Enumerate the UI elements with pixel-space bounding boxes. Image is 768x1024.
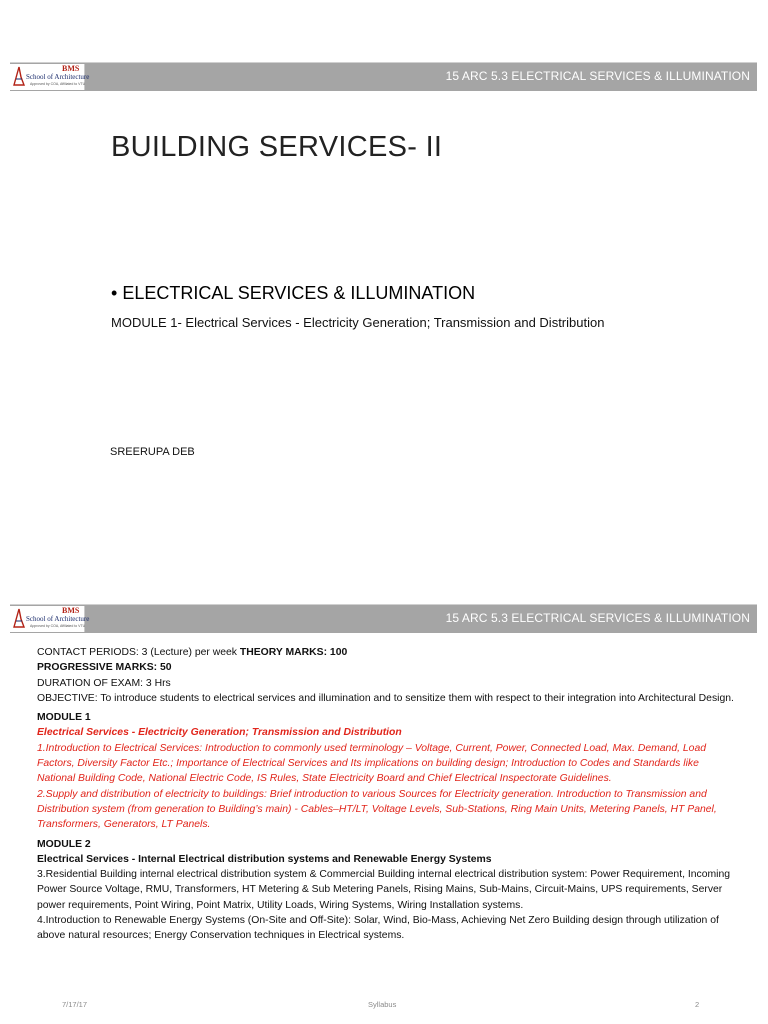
author-name: SREERUPA DEB — [110, 446, 195, 458]
school-logo — [10, 606, 90, 632]
module1-subtitle: Electrical Services - Electricity Generation; Transmission and Distribution — [37, 727, 402, 739]
header-bar — [10, 604, 757, 633]
footer-date: 7/17/17 — [62, 1000, 88, 1009]
logo-mark-icon — [12, 65, 26, 87]
theory-marks-text: THEORY MARKS: 100 — [239, 647, 348, 658]
header-course-title: 15 ARC 5.3 ELECTRICAL SERVICES & ILLUMINATION — [445, 69, 750, 83]
contact-periods-text: CONTACT PERIODS: 3 (Lecture) per week — [37, 647, 240, 658]
page-title: BUILDING SERVICES- II — [111, 131, 443, 163]
contact-periods-line — [37, 645, 737, 660]
logo-mark-icon — [12, 607, 26, 629]
exam-duration-text: DURATION OF EXAM: 3 Hrs — [37, 677, 171, 689]
logo-school-text: School of Architecture — [26, 615, 90, 623]
bullet-topic — [111, 283, 475, 304]
module1-item-2: 2.Supply and distribution of electricity to buildings: Brief introduction to various Sources for Electricity generation. Introduction to Transmission and Distribution system (from generation to Building’s main) - Cables–HT/LT, Voltage Levels, Sub-Stations, Ring Main Units, Metering Panels, HT Panel, Transformers, Generators, LT Panels. — [37, 788, 717, 831]
bullet-topic-text: ELECTRICAL SERVICES & ILLUMINATION — [122, 283, 476, 303]
logo-school-text: School of Architecture — [26, 73, 90, 81]
footer-page-number: 2 — [695, 1000, 700, 1009]
logo-bms-text: BMS — [62, 606, 80, 615]
bullet-icon: • — [111, 283, 118, 303]
module2-item-4: 4.Introduction to Renewable Energy Systems (On-Site and Off-Site): Solar, Wind, Bio-Mass, Achieving Net Zero Building design through utilization of above natural resources; Energy Conservation techniques in Electrical systems. — [37, 915, 719, 942]
logo-tagline: Approved by COA, Affiliated to VTU — [30, 82, 86, 86]
syllabus-content — [37, 645, 737, 944]
logo-bms-text: BMS — [62, 64, 80, 73]
progressive-marks-text: PROGRESSIVE MARKS: 50 — [37, 662, 172, 674]
module1-heading: MODULE 1 — [37, 712, 91, 724]
school-logo — [10, 64, 90, 90]
module2-subtitle: Electrical Services - Internal Electrical distribution systems and Renewable Energy Systems — [37, 853, 492, 865]
module2-heading: MODULE 2 — [37, 838, 91, 850]
module1-item-1: 1.Introduction to Electrical Services: Introduction to commonly used terminology – Voltage, Current, Power, Connected Load, Max. Demand, Load Factors, Diversity Factor Etc.; Importance of Electrical Services and Its implications on building design; Introduction to Codes and Standards like National Building Code, National Electric Code, IS Rules, State Electricity Board and Chief Electrical Inspectorate Guidelines. — [37, 742, 707, 785]
module-subtitle: MODULE 1- Electrical Services - Electricity Generation; Transmission and Distribution — [111, 315, 605, 330]
module2-item-3: 3.Residential Building internal electrical distribution system & Commercial Building internal electrical distribution system: Power Requirement, Incoming Power Source Voltage, RMU, Transformers, HT Metering & Sub Metering Panels, Rising Mains, Sub-Mains, Circuit-Mains, UPS requirements, Server power requirements, Point Wiring, Point Matrix, Utility Loads, Wiring Systems, Wiring Installation systems. — [37, 869, 731, 911]
slide-syllabus — [0, 540, 768, 1024]
header-bar — [10, 62, 757, 91]
logo-tagline: Approved by COA, Affiliated to VTU — [30, 624, 86, 628]
objective-text: OBJECTIVE: To introduce students to electrical services and illumination and to sensitize them with respect to their integration into Architectural Design. — [37, 692, 734, 704]
footer-label: Syllabus — [368, 1000, 397, 1009]
header-course-title: 15 ARC 5.3 ELECTRICAL SERVICES & ILLUMINATION — [445, 611, 750, 625]
